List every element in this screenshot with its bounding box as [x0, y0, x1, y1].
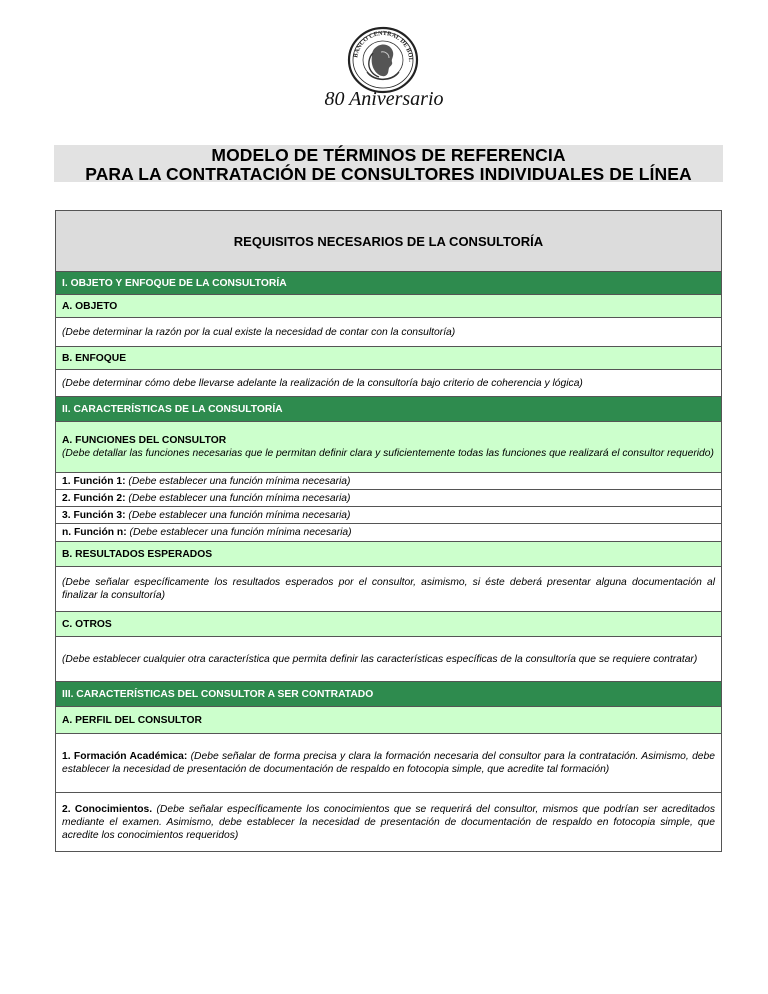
- function-label: 3. Función 3:: [62, 509, 126, 521]
- document-title: [54, 145, 723, 182]
- function-text: (Debe establecer una función mínima necesaria): [128, 509, 351, 521]
- function-row-3: [56, 507, 722, 524]
- requirements-heading: REQUISITOS NECESARIOS DE LA CONSULTORÍA: [56, 211, 722, 272]
- section-2-otros-label: C. OTROS: [56, 612, 722, 637]
- section-1-enfoque-label: B. ENFOQUE: [56, 347, 722, 370]
- section-2-funciones-block: [56, 422, 722, 473]
- section-2-funciones-note: (Debe detallar las funciones necesarias que le permitan definir clara y suficientemente todas las funciones que realizará el consultor requerido): [62, 448, 714, 459]
- section-1-objeto-label: A. OBJETO: [56, 295, 722, 318]
- profile-item-formacion: [56, 734, 722, 793]
- section-2-resultados-note: (Debe señalar específicamente los resultados esperados por el consultor, asimismo, si éste deberá presentar alguna documentación al finalizar la consultoría): [56, 567, 722, 612]
- section-2-otros-note: (Debe establecer cualquier otra característica que permita definir las características específicas de la consultoría que se requiere contratar): [56, 637, 722, 682]
- function-text: (Debe establecer una función mínima necesaria): [128, 475, 351, 487]
- function-row-n: [56, 524, 722, 542]
- function-label: n. Función n:: [62, 527, 127, 538]
- section-2-funciones-label: A. FUNCIONES DEL CONSULTOR: [62, 435, 227, 446]
- requirements-table: [55, 210, 722, 852]
- title-line-2: PARA LA CONTRATACIÓN DE CONSULTORES INDIVIDUALES DE LÍNEA: [85, 163, 692, 184]
- function-row-2: [56, 490, 722, 507]
- function-label: 2. Función 2:: [62, 492, 126, 504]
- section-3-header: III. CARACTERÍSTICAS DEL CONSULTOR A SER CONTRATADO: [56, 682, 722, 707]
- svg-text:BANCO CENTRAL DE BOLIVIA: BANCO CENTRAL DE BOL: [352, 29, 415, 62]
- section-3-perfil-label: A. PERFIL DEL CONSULTOR: [56, 707, 722, 734]
- section-1-enfoque-note: (Debe determinar cómo debe llevarse adelante la realización de la consultoría bajo criterio de coherencia y lógica): [56, 370, 722, 397]
- function-text: (Debe establecer una función mínima necesaria): [129, 527, 352, 538]
- section-1-header: I. OBJETO Y ENFOQUE DE LA CONSULTORÍA: [56, 272, 722, 295]
- profile-item-label: 2. Conocimientos.: [62, 803, 153, 815]
- anniversary-label: 80 Aniversario: [324, 88, 444, 110]
- profile-item-text: (Debe señalar de forma precisa y clara la formación necesaria del consultor para la contratación. Asimismo, debe establecer la necesidad de presentación de documentación de respaldo en fotocopia simple, que acredite tal formación): [62, 751, 715, 775]
- profile-item-text: (Debe señalar específicamente los conocimientos que se requerirá del consultor, mismos que podrían ser acreditados mediante el examen. Asimismo, debe establecer la necesidad de presentación de documentación de respaldo en fotocopia simple, que acredite los conocimientos requeridos): [62, 803, 715, 841]
- function-text: (Debe establecer una función mínima necesaria): [128, 492, 351, 504]
- function-row-1: [56, 473, 722, 490]
- profile-item-label: 1. Formación Académica:: [62, 751, 188, 762]
- function-label: 1. Función 1:: [62, 475, 126, 487]
- profile-item-conocimientos: [56, 793, 722, 852]
- title-line-1: MODELO DE TÉRMINOS DE REFERENCIA: [211, 145, 566, 165]
- section-2-header: II. CARACTERÍSTICAS DE LA CONSULTORÍA: [56, 397, 722, 422]
- institution-seal-logo: [345, 24, 421, 94]
- section-1-objeto-note: (Debe determinar la razón por la cual existe la necesidad de contar con la consultoría): [56, 318, 722, 347]
- section-2-resultados-label: B. RESULTADOS ESPERADOS: [56, 542, 722, 567]
